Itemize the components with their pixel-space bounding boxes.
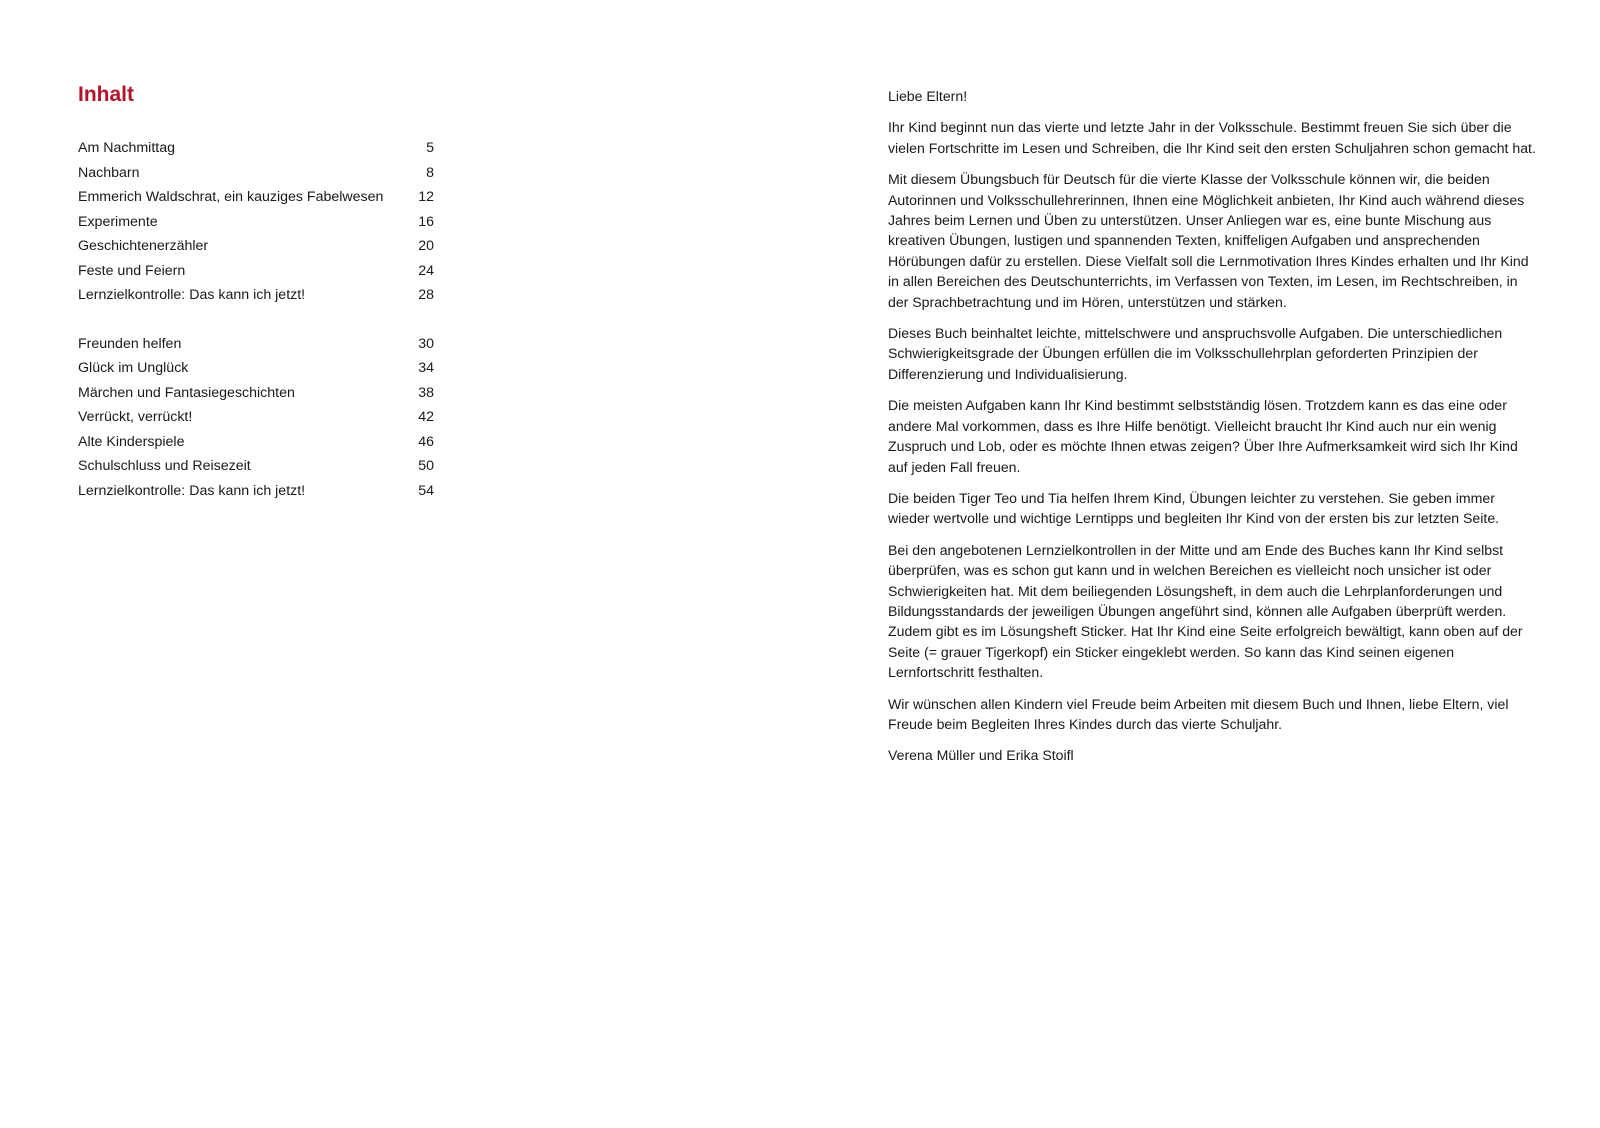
toc-entry-label: Märchen und Fantasiegeschichten bbox=[78, 384, 295, 401]
toc-entry-label: Feste und Feiern bbox=[78, 262, 186, 279]
toc-entry[interactable] bbox=[78, 405, 438, 430]
letter-paragraph: Ihr Kind beginnt nun das vierte und letzte Jahr in der Volksschule. Bestimmt freuen Sie sich über die vielen Fortschritte im Lesen und Schreiben, die Ihr Kind seit den ersten Schuljahren schon gemacht hat. bbox=[888, 119, 1536, 156]
toc-entry-page: 38 bbox=[418, 384, 434, 401]
letter-paragraph: Dieses Buch beinhaltet leichte, mittelschwere und anspruchsvolle Aufgaben. Die unterschiedlichen Schwierigkeitsgrade der Übungen erfüllen die im Volksschullehrplan geforderten Prinzipien der Differenzierung und Individualisierung. bbox=[888, 325, 1503, 382]
letter-signature: Verena Müller und Erika Stoifl bbox=[888, 747, 1074, 764]
letter-greeting: Liebe Eltern! bbox=[888, 88, 968, 104]
toc-entry-page: 16 bbox=[418, 213, 434, 230]
toc-entry-label: Verrückt, verrückt! bbox=[78, 409, 193, 426]
toc-entry[interactable] bbox=[78, 161, 438, 186]
toc-entry-label: Freunden helfen bbox=[78, 335, 182, 352]
toc-entry-label: Am Nachmittag bbox=[78, 140, 175, 157]
toc-entry[interactable] bbox=[78, 136, 438, 161]
toc-title: Inhalt bbox=[78, 83, 134, 106]
toc-entry-page: 8 bbox=[426, 164, 434, 181]
toc-entry-page: 12 bbox=[418, 189, 434, 206]
toc-entry[interactable] bbox=[78, 332, 438, 357]
letter-paragraph: Wir wünschen allen Kindern viel Freude beim Arbeiten mit diesem Buch und Ihnen, liebe Eltern, viel Freude beim Begleiten Ihres Kindes durch das vierte Schuljahr. bbox=[888, 695, 1509, 732]
toc-entry-label: Lernzielkontrolle: Das kann ich jetzt! bbox=[78, 287, 306, 304]
toc-entry-label: Nachbarn bbox=[78, 164, 140, 181]
toc-entry-label: Alte Kinderspiele bbox=[78, 433, 185, 450]
toc-entry-label: Lernzielkontrolle: Das kann ich jetzt! bbox=[78, 482, 306, 499]
toc-entry[interactable] bbox=[78, 210, 438, 235]
toc-entry[interactable] bbox=[78, 454, 438, 479]
toc-group-1 bbox=[78, 136, 438, 308]
toc-entry[interactable] bbox=[78, 430, 438, 455]
toc-entry-page: 42 bbox=[418, 409, 434, 426]
toc-entry-page: 20 bbox=[418, 238, 434, 255]
toc-entry-page: 24 bbox=[418, 262, 434, 279]
toc-entry-page: 28 bbox=[418, 287, 434, 304]
toc-group-2 bbox=[78, 332, 438, 504]
toc-entry-page: 34 bbox=[418, 360, 434, 377]
toc-entry-page: 50 bbox=[418, 458, 434, 475]
toc-entry[interactable] bbox=[78, 356, 438, 381]
table-of-contents bbox=[78, 82, 438, 527]
toc-entry[interactable] bbox=[78, 185, 438, 210]
toc-entry[interactable] bbox=[78, 479, 438, 504]
toc-entry-label: Glück im Unglück bbox=[78, 360, 189, 377]
letter-paragraph: Die meisten Aufgaben kann Ihr Kind bestimmt selbstständig lösen. Trotzdem kann es das eine oder andere Mal vorkommen, dass es Ihre Hilfe benötigt. Vielleicht braucht Ihr Kind auch nur ein wenig Zuspruch und Lob, oder es möchte Ihnen etwas zeigen? Über Ihre Aufmerksamkeit wird sich Ihr Kind auf jeden Fall freuen. bbox=[888, 397, 1518, 475]
toc-entry[interactable] bbox=[78, 283, 438, 308]
letter-paragraph: Mit diesem Übungsbuch für Deutsch für die vierte Klasse der Volksschule können wir, die beiden Autorinnen und Volksschullehrerinnen, Ihnen eine Möglichkeit anbieten, Ihr Kind auch während dieses Jahres beim Lernen und Üben zu unterstützen. Unser Anliegen war es, eine bunte Mischung aus kreativen Übungen, lustigen und spannenden Texten, kniffeligen Aufgaben und ansprechenden Hörübungen dafür zu erstellen. Diese Vielfalt soll die Lernmotivation Ihres Kindes erhalten und Ihr Kind in allen Bereichen des Deutschunterrichts, im Verfassen von Texten, im Lesen, im Rechtschreiben, in der Sprachbetrachtung und im Hören, unterstützen und stärken. bbox=[888, 171, 1529, 310]
toc-entry-label: Emmerich Waldschrat, ein kauziges Fabelwesen bbox=[78, 189, 384, 206]
toc-entry-page: 5 bbox=[426, 140, 434, 157]
letter-paragraph: Die beiden Tiger Teo und Tia helfen Ihrem Kind, Übungen leichter zu verstehen. Sie geben immer wieder wertvolle und wichtige Lerntipps und begleiten Ihr Kind von der ersten bis zur letzten Seite. bbox=[888, 489, 1500, 527]
parents-letter bbox=[888, 86, 1538, 777]
toc-entry-label: Schulschluss und Reisezeit bbox=[78, 458, 251, 475]
toc-entry[interactable] bbox=[78, 381, 438, 406]
toc-entry[interactable] bbox=[78, 234, 438, 259]
toc-entry-label: Experimente bbox=[78, 213, 158, 230]
toc-entry[interactable] bbox=[78, 259, 438, 284]
letter-paragraph: Bei den angebotenen Lernzielkontrollen in der Mitte und am Ende des Buches kann Ihr Kind selbst überprüfen, was es schon gut kann und in welchen Bereichen es vielleicht noch unsicher ist oder Schwierigkeiten hat. Mit dem beiliegenden Lösungsheft, in dem auch die Lehrplanforderungen und Bildungsstandards der jeweiligen Übungen angeführt sind, können alle Aufgaben überprüft werden. Zudem gibt es im Lösungsheft Sticker. Hat Ihr Kind eine Seite erfolgreich bewältigt, kann oben auf der Seite (= grauer Tigerkopf) ein Sticker eingeklebt werden. So kann das Kind seinen eigenen Lernfortschritt festhalten. bbox=[888, 541, 1523, 681]
toc-entry-label: Geschichtenerzähler bbox=[78, 238, 209, 255]
toc-entry-page: 30 bbox=[418, 335, 434, 352]
toc-entry-page: 46 bbox=[418, 433, 434, 450]
toc-entry-page: 54 bbox=[418, 482, 434, 499]
